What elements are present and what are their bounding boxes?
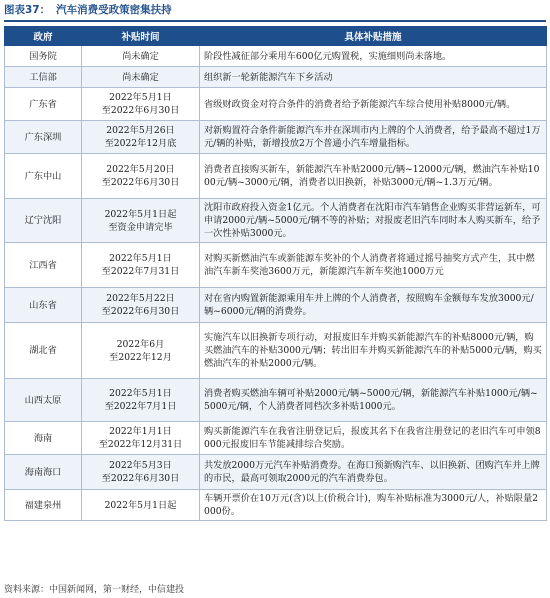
cell-measure: 实施汽车以旧换新专项行动，对报废旧车并购买新能源汽车的补贴8000元/辆，购买燃油汽车的补贴3000元/辆；转出旧车并购买新能源汽车的补贴5000元/辆，购买燃油汽车的补贴2000元/辆。: [200, 323, 547, 379]
cell-time: [82, 88, 200, 121]
cell-gov: 福建泉州: [5, 490, 82, 521]
time-line: 2022年5月20日: [106, 164, 175, 175]
time-line: 至2022年7月1日: [104, 401, 177, 412]
cell-measure: 省级财政资金对符合条件的消费者给予新能源汽车综合使用补贴8000元/辆。: [200, 88, 547, 121]
cell-gov: 广东中山: [5, 154, 82, 199]
time-line: 2022年6月: [116, 338, 165, 350]
time-line: 2022年1月1日: [109, 426, 172, 437]
cell-gov: 江西省: [5, 243, 82, 288]
time-line: 2022年5月1日: [109, 388, 172, 399]
time-line: 2022年5月1日: [109, 253, 172, 264]
table-row: [5, 323, 547, 379]
cell-measure: 对在省内购置新能源乘用车并上牌的个人消费者，按照购车金额每车发放3000元/辆~6000元/辆的消费券。: [200, 288, 547, 323]
time-line: 至2022年12月31日: [98, 439, 183, 450]
time-line: 尚未确定: [122, 50, 159, 62]
cell-time: [82, 46, 200, 67]
table-row: [5, 88, 547, 121]
table-row: [5, 379, 547, 422]
cell-time: [82, 199, 200, 243]
cell-time: [82, 490, 200, 521]
table-row: [5, 121, 547, 154]
cell-gov: 山东省: [5, 288, 82, 323]
table-row: [5, 288, 547, 323]
header-time: 补贴时间: [82, 27, 200, 46]
cell-measure: 对购买新燃油汽车或新能源车奖补的个人消费者将通过摇号抽奖方式产生，其中燃油汽车新车奖池3600万元，新能源汽车新车奖池1000万元: [200, 243, 547, 288]
table-row: [5, 46, 547, 67]
time-line: 至2022年7月31日: [101, 266, 180, 277]
time-line: 尚未确定: [122, 71, 159, 83]
time-line: 至2022年12月: [109, 351, 172, 363]
time-line: 2022年5月3日: [109, 460, 172, 471]
table-row: [5, 422, 547, 455]
cell-measure: 购买新能源汽车在我省注册登记后，报废其名下在我省注册登记的老旧汽车可申领8000元报废旧车节能减排综合奖励。: [200, 422, 547, 455]
cell-time: [82, 154, 200, 199]
header-gov: 政府: [5, 27, 82, 46]
cell-gov: 湖北省: [5, 323, 82, 379]
table-header-row: [5, 27, 547, 46]
cell-time: [82, 67, 200, 88]
table-row: [5, 199, 547, 243]
cell-measure: 消费者直接购买新车，新能源汽车补贴2000元/辆~12000元/辆，燃油汽车补贴1000元/辆~3000元/辆，消费者以旧换新，补贴3000元/辆~1.3万元/辆。: [200, 154, 547, 199]
time-line: 至2022年6月30日: [101, 105, 180, 116]
table-row: [5, 67, 547, 88]
cell-measure: 沈阳市政府投入资金1亿元。个人消费者在沈阳市汽车销售企业购买非营运新车，可申请2000元/辆~5000元/辆不等的补贴；对报废老旧汽车同时本人购买新车，给予一次性补贴3000元。: [200, 199, 547, 243]
time-line: 2022年5月26日: [106, 125, 175, 136]
cell-time: [82, 379, 200, 422]
table-row: [5, 243, 547, 288]
figure-title-text: 汽车消费受政策密集扶持: [56, 4, 172, 16]
time-line: 至资金申请完毕: [108, 221, 173, 233]
time-line: 2022年5月1日起: [104, 499, 177, 511]
policy-table: [4, 26, 547, 521]
cell-time: [82, 121, 200, 154]
cell-gov: 海南海口: [5, 455, 82, 490]
cell-gov: 广东省: [5, 88, 82, 121]
cell-time: [82, 243, 200, 288]
cell-gov: 山西太原: [5, 379, 82, 422]
cell-measure: 车辆开票价在10万元(含)以上(价税合计)，购车补贴标准为3000元/人，补贴限量2000份。: [200, 490, 547, 521]
source-note: 资料来源：中国新闻网，第一财经，中信建投: [4, 585, 185, 595]
figure-label: 图表37：: [4, 4, 51, 16]
cell-gov: 国务院: [5, 46, 82, 67]
time-line: 2022年5月1日: [109, 92, 172, 103]
time-line: 至2022年6月30日: [101, 306, 180, 317]
cell-measure: 组织新一轮新能源汽车下乡活动: [200, 67, 547, 88]
cell-gov: 工信部: [5, 67, 82, 88]
header-measure: 具体补贴措施: [200, 27, 547, 46]
cell-gov: 广东深圳: [5, 121, 82, 154]
cell-time: [82, 323, 200, 379]
cell-measure: 共发放2000万元汽车补贴消费券。在海口预新购汽车、以旧换新、团购汽车并上牌的市民，最高可领取2000元的汽车消费券包。: [200, 455, 547, 490]
cell-measure: 消费者购买燃油车辆可补贴2000元/辆~5000元/辆，新能源汽车补贴1000元/辆~5000元/辆，个人消费者同档次多补贴1000元。: [200, 379, 547, 422]
time-line: 至2022年6月30日: [101, 473, 180, 484]
figure-title: [4, 2, 546, 22]
time-line: 至2022年6月30日: [101, 177, 180, 188]
table-row: [5, 154, 547, 199]
cell-measure: 对新购置符合条件新能源汽车并在深圳市内上牌的个人消费者，给予最高不超过1万元/辆的补贴，新增投放2万个普通小汽车增量指标。: [200, 121, 547, 154]
cell-measure: 阶段性减征部分乘用车600亿元购置税，实施细则尚未落地。: [200, 46, 547, 67]
time-line: 2022年5月1日起: [104, 208, 177, 220]
table-row: [5, 490, 547, 521]
cell-time: [82, 455, 200, 490]
cell-gov: 辽宁沈阳: [5, 199, 82, 243]
cell-time: [82, 288, 200, 323]
table-body: [5, 46, 547, 521]
cell-gov: 海南: [5, 422, 82, 455]
cell-time: [82, 422, 200, 455]
time-line: 至2022年12月底: [104, 138, 177, 149]
table-row: [5, 455, 547, 490]
time-line: 2022年5月22日: [106, 293, 175, 304]
